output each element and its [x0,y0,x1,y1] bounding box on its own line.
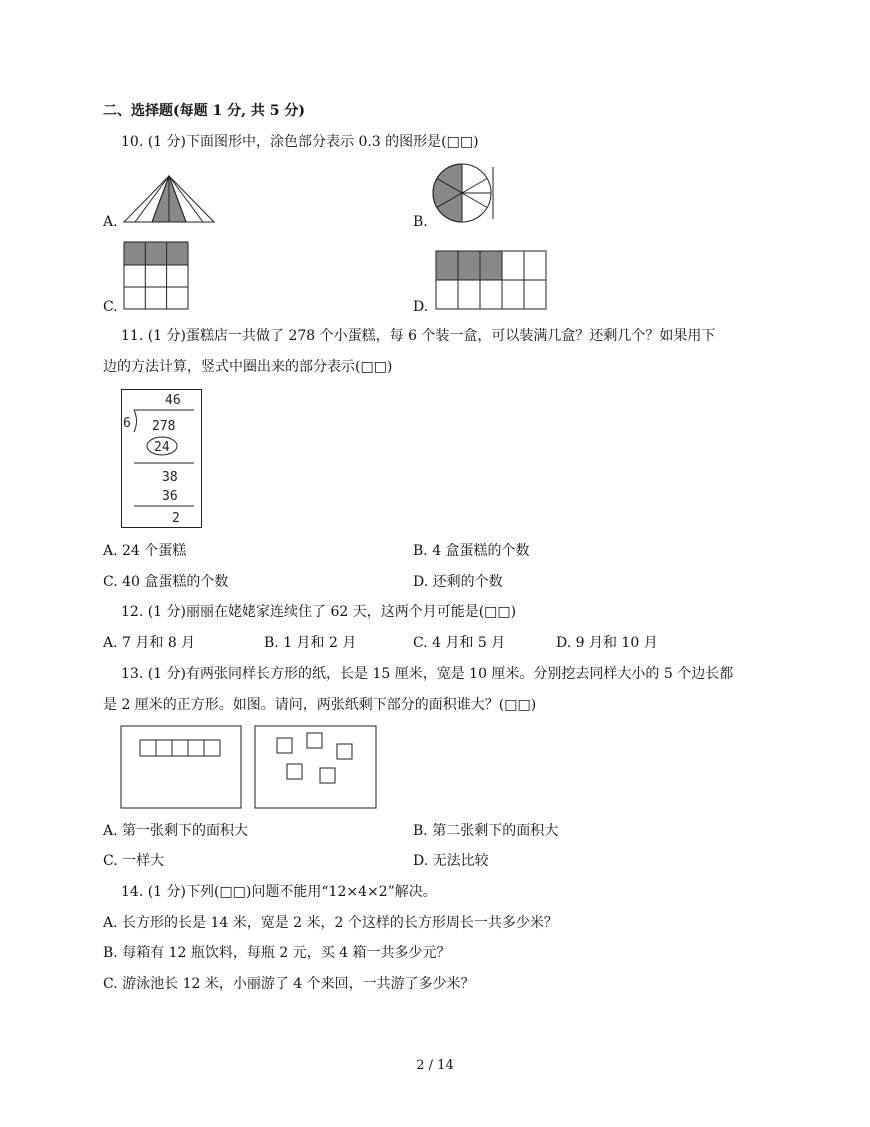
question-11-stem-line2: 边的方法计算，竖式中圈出来的部分表示(□□) [103,359,393,375]
question-13-stem-line2: 是 2 厘米的正方形。如图。请问，两张纸剩下部分的面积谁大？(□□) [103,697,537,713]
q10-option-b-label: B. [413,214,428,230]
q11-option-b: B. 4 盒蛋糕的个数 [413,543,530,559]
question-13-stem-line1: 13. (1 分)有两张同样长方形的纸，长是 15 厘米，宽是 10 厘米。分别挖去同样大小的 5 个边长都 [121,666,734,682]
q12-option-b: B. 1 月和 2 月 [264,635,357,651]
q10-option-d-label: D. [413,299,429,315]
q13-option-b: B. 第二张剩下的面积大 [413,823,559,839]
division-step3: 36 [162,489,178,504]
q11-long-division [120,388,204,530]
q11-option-c: C. 40 盒蛋糕的个数 [103,574,229,590]
q10-figure-d-grid [434,249,548,311]
q10-figure-a-triangle [121,172,217,226]
q14-option-c: C. 游泳池长 12 米，小丽游了 4 个来回，一共游了多少米？ [103,976,475,992]
question-12-stem: 12. (1 分)丽丽在姥姥家连续住了 62 天，这两个月可能是(□□) [121,604,517,620]
question-14-stem: 14. (1 分)下列(□□)问题不能用“12×4×2”解决。 [121,884,437,900]
division-quotient: 46 [165,393,181,408]
q10-option-a-label: A. [103,214,118,230]
q11-option-d: D. 还剩的个数 [413,574,503,590]
division-step2: 38 [162,470,178,485]
division-dividend: 278 [152,419,176,434]
q11-option-a: A. 24 个蛋糕 [103,543,187,559]
q10-figure-c-grid [122,241,190,311]
question-10-stem: 10. (1 分)下面图形中，涂色部分表示 0.3 的图形是(□□) [121,134,479,150]
q12-option-c: C. 4 月和 5 月 [413,635,506,651]
q13-paper-figures [119,724,379,810]
division-step1: 24 [154,440,170,455]
paper-two [255,726,376,808]
q12-option-d: D. 9 月和 10 月 [556,635,658,651]
paper-one [121,726,241,808]
q13-option-a: A. 第一张剩下的面积大 [103,823,249,839]
q10-figure-b-circle [432,161,496,227]
q12-option-a: A. 7 月和 8 月 [103,635,196,651]
question-11-stem-line1: 11. (1 分)蛋糕店一共做了 278 个小蛋糕，每 6 个装一盒，可以装满几盒？还剩几个？如果用下 [121,328,716,344]
q14-option-a: A. 长方形的长是 14 米，宽是 2 米，2 个这样的长方形周长一共多少米？ [103,915,558,931]
division-remainder: 2 [172,511,180,526]
q14-option-b: B. 每箱有 12 瓶饮料，每瓶 2 元，买 4 箱一共多少元？ [103,945,451,961]
q10-option-c-label: C. [103,299,118,315]
q13-option-c: C. 一样大 [103,853,165,869]
section-title: 二、选择题(每题 1 分, 共 5 分) [103,103,305,119]
division-divisor: 6 [123,416,131,431]
q13-option-d: D. 无法比较 [413,853,489,869]
page-number: 2 / 14 [416,1058,454,1073]
